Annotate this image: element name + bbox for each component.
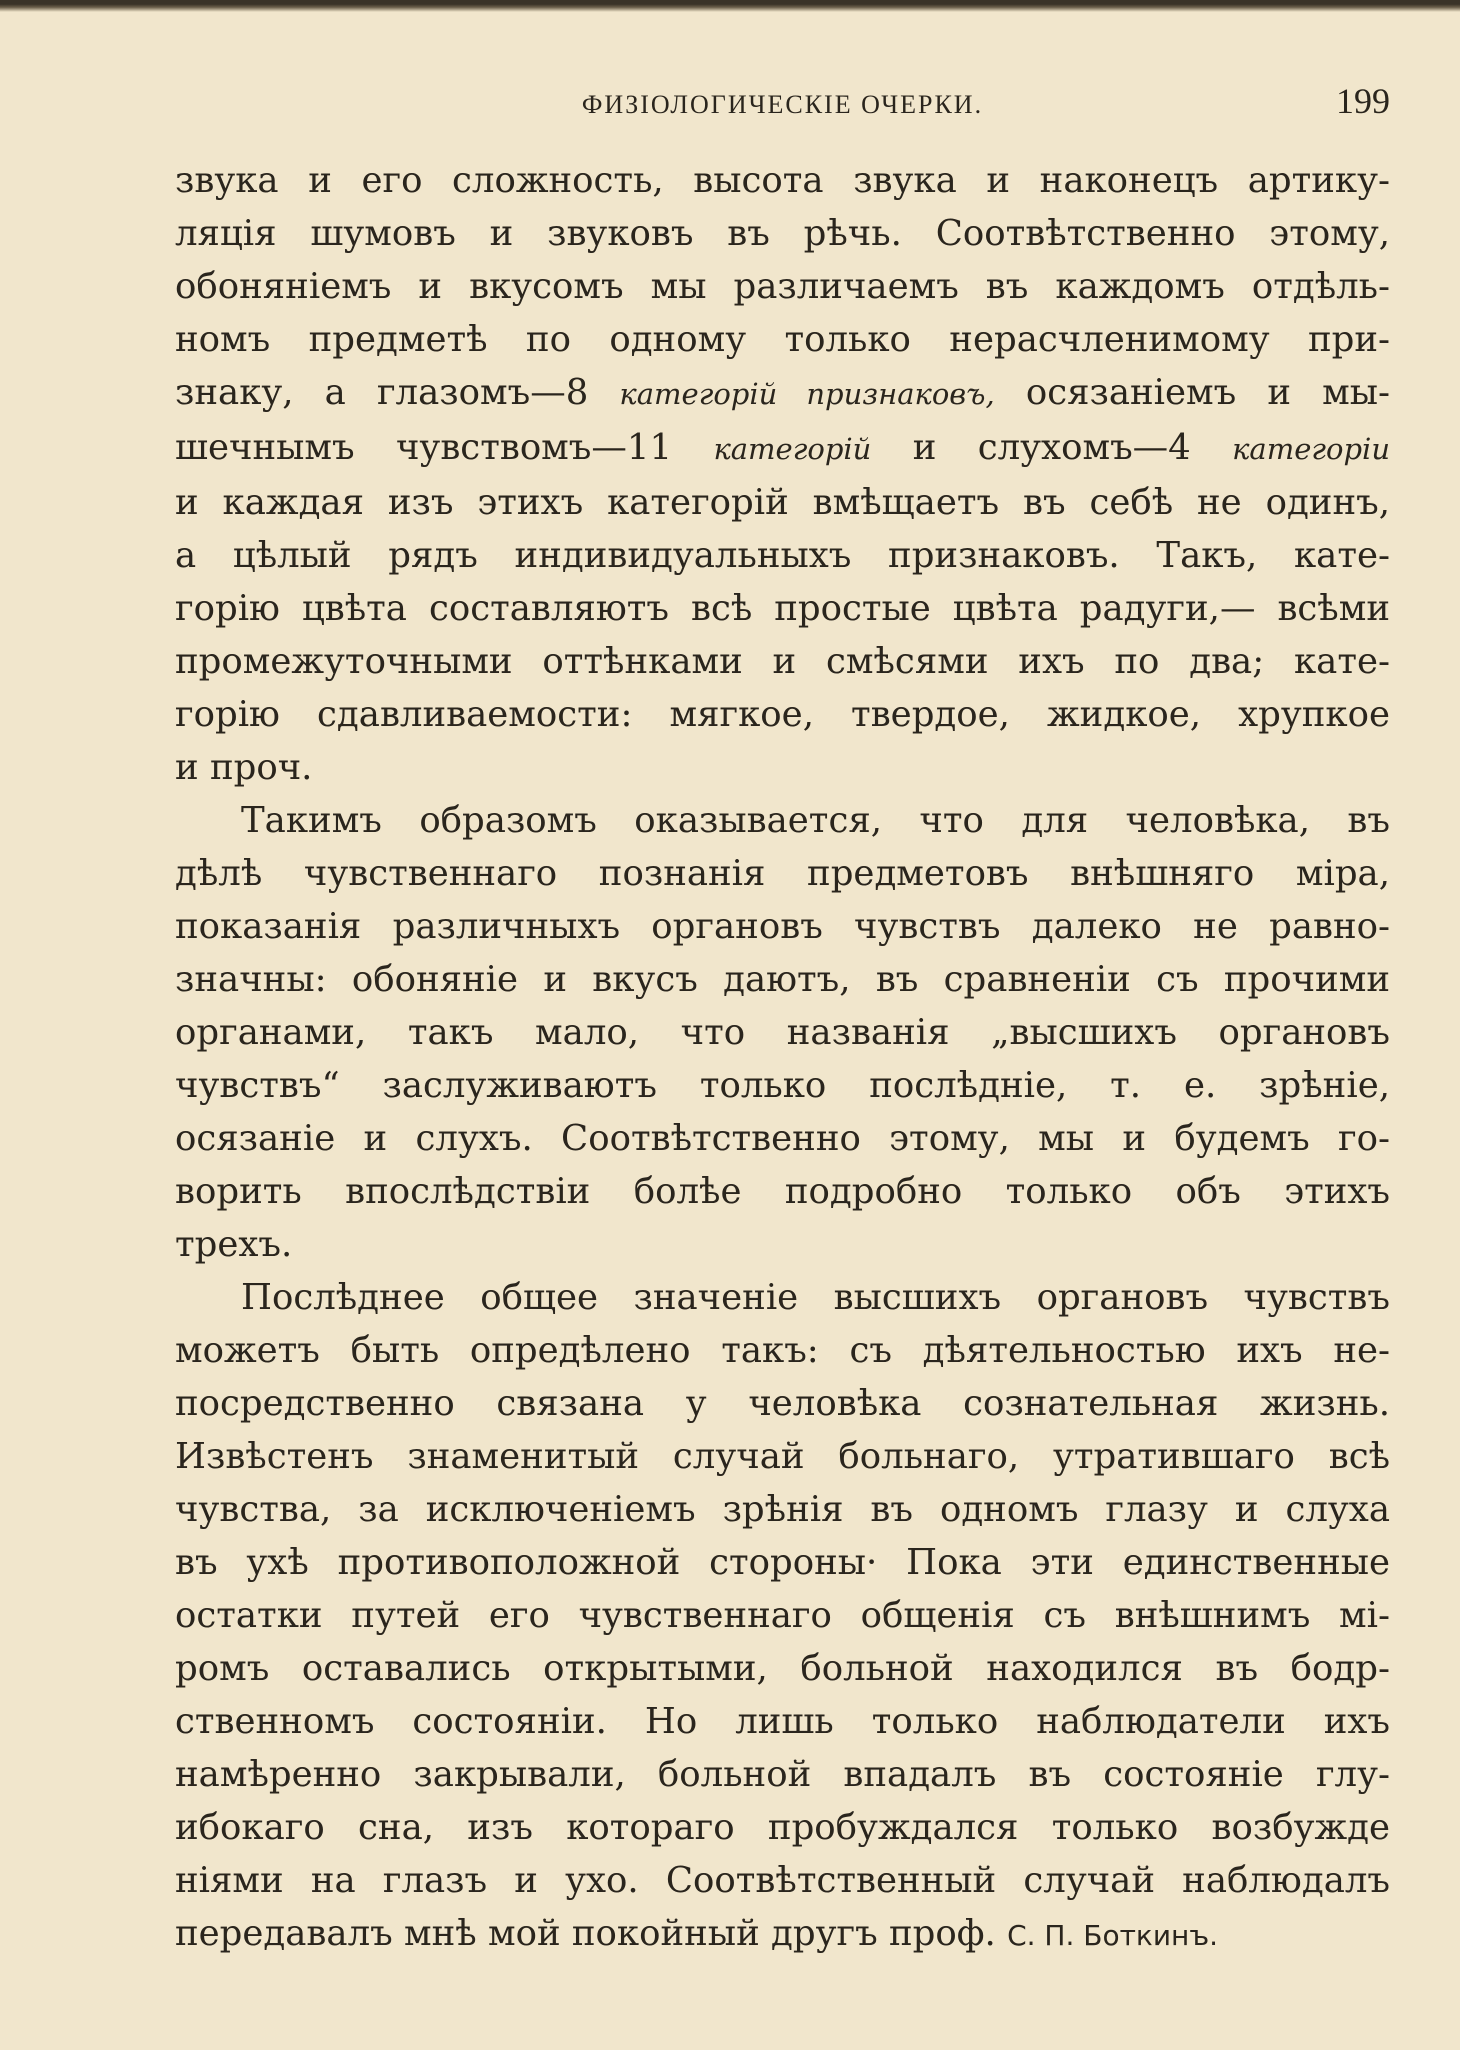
text-line	[175, 1907, 1390, 1962]
text-line: показанія различныхъ органовъ чувствъ далеко не равно-	[175, 906, 1390, 947]
text-line: звука и его сложность, высота звука и наконецъ артику-	[175, 160, 1390, 201]
text-line: чувства, за исключеніемъ зрѣнія въ одномъ глазу и слуха	[175, 1489, 1390, 1530]
text-line: номъ предметѣ по одному только нерасчленимому при-	[175, 319, 1390, 360]
text-line: остатки путей его чувственнаго общенія съ внѣшнимъ мі-	[175, 1595, 1390, 1636]
text-line: и проч.	[175, 747, 313, 788]
text-line: чувствъ“ заслуживаютъ только послѣдніе, т. е. зрѣніе,	[175, 1065, 1390, 1106]
text-line	[175, 421, 1390, 476]
running-head	[175, 72, 1390, 132]
text-line: Извѣстенъ знаменитый случай больнаго, утратившаго всѣ	[175, 1436, 1390, 1477]
text-line: посредственно связана у человѣка сознательная жизнь.	[175, 1383, 1390, 1424]
text-line	[175, 366, 1390, 421]
text-line: а цѣлый рядъ индивидуальныхъ признаковъ. Такъ, кате-	[175, 535, 1390, 576]
text-line: въ ухѣ противоположной стороны· Пока эти единственные	[175, 1542, 1390, 1583]
italic-run: категорій	[713, 432, 872, 466]
text-line: органами, такъ мало, что названія „высшихъ органовъ	[175, 1012, 1390, 1053]
text-line: осязаніе и слухъ. Соотвѣтственно этому, мы и будемъ го-	[175, 1118, 1390, 1159]
paragraph-1	[175, 154, 1390, 794]
text-run: передавалъ мнѣ мой покойный другъ проф.	[175, 1913, 1008, 1954]
text-line: значны: обоняніе и вкусъ даютъ, въ сравненіи съ прочими	[175, 959, 1390, 1000]
italic-run: категоріи	[1232, 432, 1391, 466]
book-page	[175, 72, 1390, 1962]
text-run: шечнымъ чувствомъ—11	[175, 427, 714, 468]
paragraph-3	[175, 1271, 1390, 1962]
page-top-edge	[0, 0, 1460, 12]
text-line: ляція шумовъ и звуковъ въ рѣчь. Соотвѣтственно этому,	[175, 213, 1390, 254]
text-run: и слухомъ—4	[871, 427, 1233, 468]
page-number: 199	[1336, 81, 1390, 121]
text-run: знаку, а глазомъ—8	[175, 372, 620, 413]
italic-run: категорій признаковъ,	[619, 377, 995, 411]
text-line: Послѣднее общее значеніе высшихъ органовъ чувствъ	[241, 1277, 1390, 1318]
text-run: осязаніемъ и мы-	[994, 372, 1391, 413]
text-line: горію цвѣта составляютъ всѣ простые цвѣта радуги,— всѣми	[175, 588, 1390, 629]
text-line: Такимъ образомъ оказывается, что для человѣка, въ	[241, 800, 1390, 841]
text-line: трехъ.	[175, 1224, 293, 1265]
text-line: можетъ быть опредѣлено такъ: съ дѣятельностью ихъ не-	[175, 1330, 1390, 1371]
name-run: С. П. Боткинъ.	[1007, 1919, 1219, 1952]
running-title: ФИЗІОЛОГИЧЕСКІЕ ОЧЕРКИ.	[581, 90, 984, 119]
text-line: ибокаго сна, изъ котораго пробуждался только возбужде	[175, 1807, 1390, 1848]
paragraph-2	[175, 794, 1390, 1271]
text-line: ніями на глазъ и ухо. Соотвѣтственный случай наблюдалъ	[175, 1860, 1390, 1901]
text-line: ворить впослѣдствіи болѣе подробно только объ этихъ	[175, 1171, 1390, 1212]
text-line: ственномъ состояніи. Но лишь только наблюдатели ихъ	[175, 1701, 1390, 1742]
text-line: ромъ оставались открытыми, больной находился въ бодр-	[175, 1648, 1390, 1689]
text-line: дѣлѣ чувственнаго познанія предметовъ внѣшняго міра,	[175, 853, 1390, 894]
text-line: горію сдавливаемости: мягкое, твердое, жидкое, хрупкое	[175, 694, 1390, 735]
text-line: намѣренно закрывали, больной впадалъ въ состояніе глу-	[175, 1754, 1390, 1795]
text-line: и каждая изъ этихъ категорій вмѣщаетъ въ себѣ не одинъ,	[175, 482, 1390, 523]
text-line: обоняніемъ и вкусомъ мы различаемъ въ каждомъ отдѣль-	[175, 266, 1390, 307]
text-line: промежуточными оттѣнками и смѣсями ихъ по два; кате-	[175, 641, 1390, 682]
